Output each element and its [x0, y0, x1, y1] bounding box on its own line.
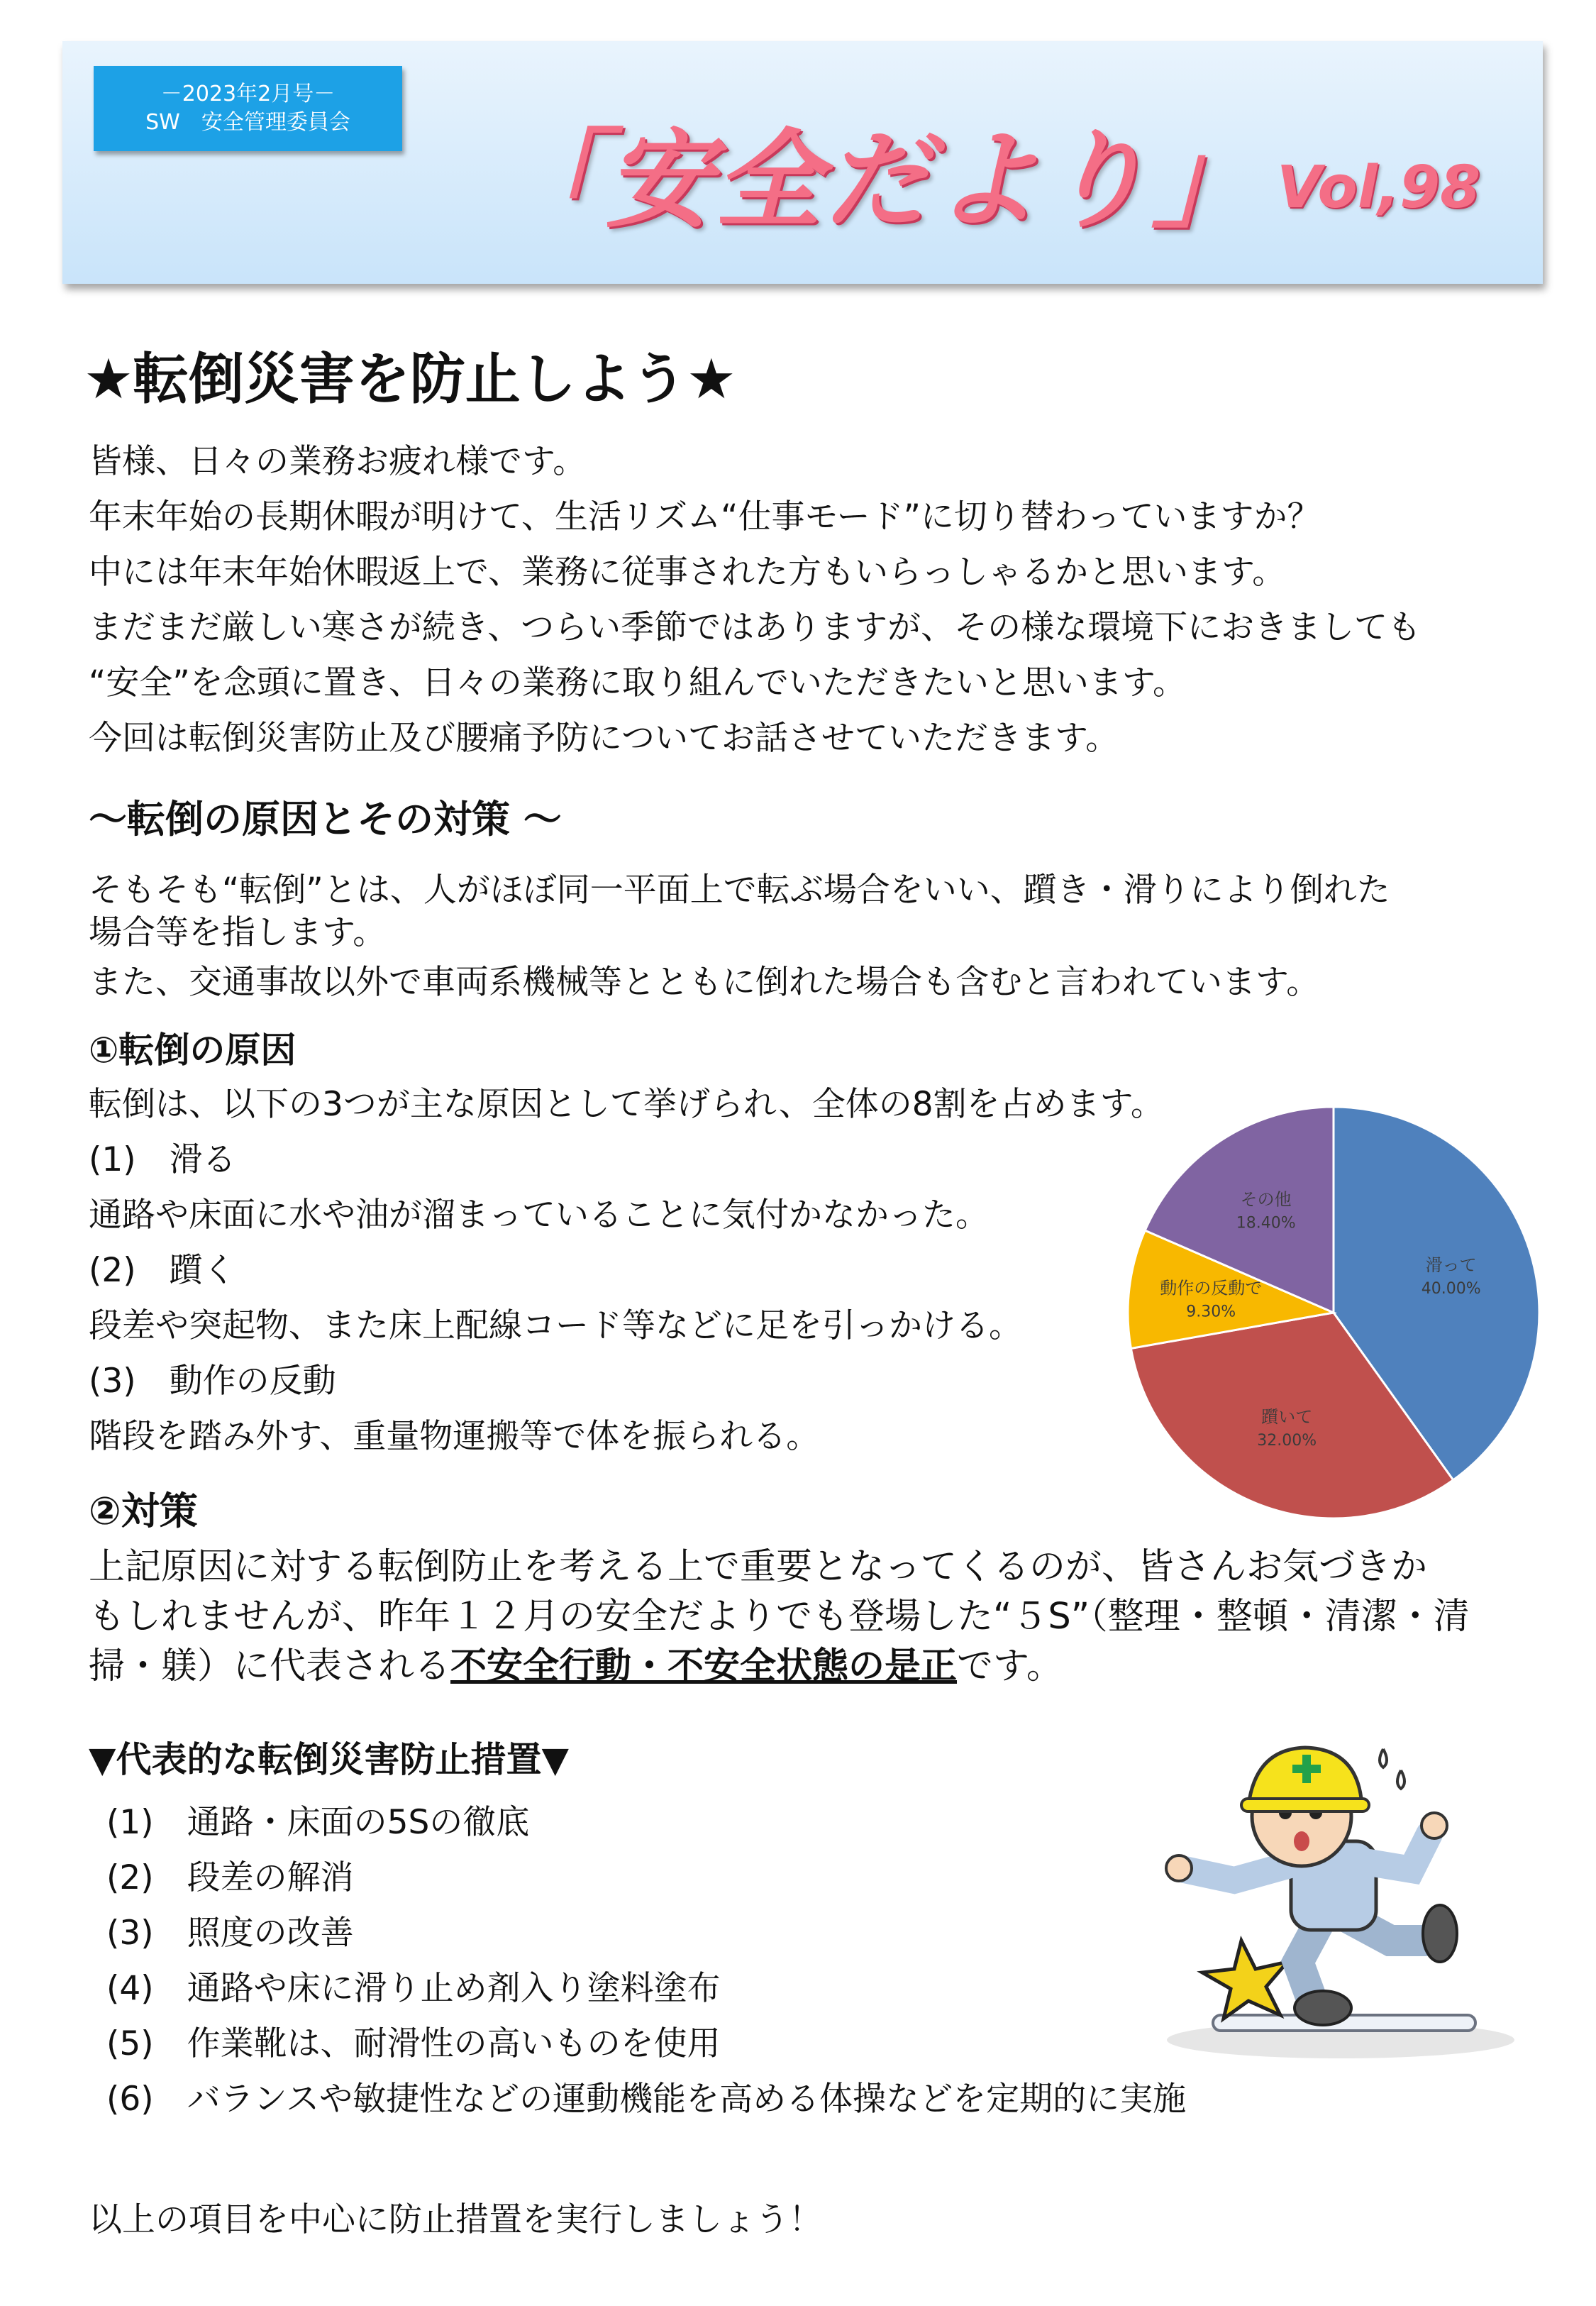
pie-category-label: 躓いて: [1261, 1407, 1313, 1428]
measures-heading: ②対策: [89, 1489, 198, 1533]
pie-value-label: 9.30%: [1186, 1303, 1236, 1321]
measures-line: もしれませんが、昨年１２月の安全だよりでも登場した“５S”（整理・整頓・清潔・清: [89, 1596, 1470, 1638]
section-heading: ～転倒の原因とその対策 ～: [89, 797, 562, 842]
pie-category-label: 動作の反動で: [1160, 1278, 1263, 1298]
issue-date: －2023年2月号－: [160, 82, 336, 106]
slipping-worker-illustration: [1156, 1728, 1525, 2061]
prevention-item: (1) 通路・床面の5Sの徹底: [106, 1803, 530, 1842]
measures-text: 掃・躾）に代表される: [89, 1645, 451, 1687]
pie-category-label: 滑って: [1425, 1254, 1477, 1275]
measures-emphasis: 不安全行動・不安全状態の是正: [450, 1645, 958, 1687]
newsletter-title: 「安全だより」: [497, 119, 1262, 243]
prevention-item: (5) 作業靴は、耐滑性の高いものを使用: [106, 2024, 721, 2063]
cause-label: (1) 滑る: [89, 1140, 236, 1179]
intro-line: 中には年末年始休暇返上で、業務に従事された方もいらっしゃるかと思います。: [89, 553, 1286, 592]
intro-line: “安全”を念頭に置き、日々の業務に取り組んでいただきたいと思います。: [89, 663, 1187, 702]
cause-desc: 通路や床面に水や油が溜まっていることに気付かなかった。: [89, 1196, 989, 1235]
intro-line: 今回は転倒災害防止及び腰痛予防についてお話させていただきます。: [89, 719, 1119, 758]
prevention-item: (6) バランスや敏捷性などの運動機能を高める体操などを定期的に実施: [106, 2080, 1187, 2119]
cause-desc: 段差や突起物、また床上配線コード等などに足を引っかける。: [89, 1306, 1022, 1345]
definition-line: そもそも“転倒”とは、人がほぼ同一平面上で転ぶ場合をいい、躓き・滑りにより倒れた: [89, 871, 1390, 910]
definition-line: また、交通事故以外で車両系機械等とともに倒れた場合も含むと言われています。: [89, 963, 1320, 1002]
pie-value-label: 32.00%: [1257, 1432, 1317, 1450]
cause-label: (2) 躓く: [89, 1251, 236, 1290]
definition-line: 場合等を指します。: [89, 913, 387, 952]
closing-message: 以上の項目を中心に防止措置を実行しましょう！: [89, 2200, 822, 2239]
worker-figure: [1156, 1728, 1525, 2061]
prevention-item: (4) 通路や床に滑り止め剤入り塗料塗布: [106, 1969, 721, 2008]
cause-pie-chart: [1103, 1093, 1564, 1533]
committee-name: SW 安全管理委員会: [145, 110, 350, 135]
cause-desc: 階段を踏み外す、重量物運搬等で体を振られる。: [89, 1417, 820, 1456]
causes-heading: ①転倒の原因: [89, 1030, 297, 1071]
pie-value-label: 18.40%: [1236, 1214, 1296, 1232]
volume-number: Vol,98: [1277, 154, 1481, 221]
intro-line: まだまだ厳しい寒さが続き、つらい季節ではありますが、その様な環境下におきましても: [89, 608, 1422, 647]
prevention-item: (2) 段差の解消: [106, 1858, 354, 1897]
measures-line: 上記原因に対する転倒防止を考える上で重要となってくるのが、皆さんお気づきか: [89, 1546, 1428, 1588]
intro-line: 皆様、日々の業務お疲れ様です。: [89, 442, 587, 481]
pie-category-label: その他: [1240, 1189, 1292, 1210]
causes-lead: 転倒は、以下の3つが主な原因として挙げられ、全体の8割を占めます。: [89, 1085, 1164, 1124]
pie-svg: [1103, 1093, 1564, 1533]
main-heading: ★転倒災害を防止しよう★: [84, 348, 736, 412]
measures-line-3: [89, 1643, 1063, 1690]
prevention-heading: ▼代表的な転倒災害防止措置▼: [89, 1739, 569, 1780]
prevention-item: (3) 照度の改善: [106, 1914, 354, 1953]
cause-label: (3) 動作の反動: [89, 1362, 336, 1401]
intro-line: 年末年始の長期休暇が明けて、生活リズム“仕事モード”に切り替わっていますか？: [89, 497, 1321, 536]
pie-value-label: 40.00%: [1421, 1279, 1481, 1298]
issue-badge: [94, 66, 402, 151]
measures-text: です。: [957, 1645, 1063, 1687]
